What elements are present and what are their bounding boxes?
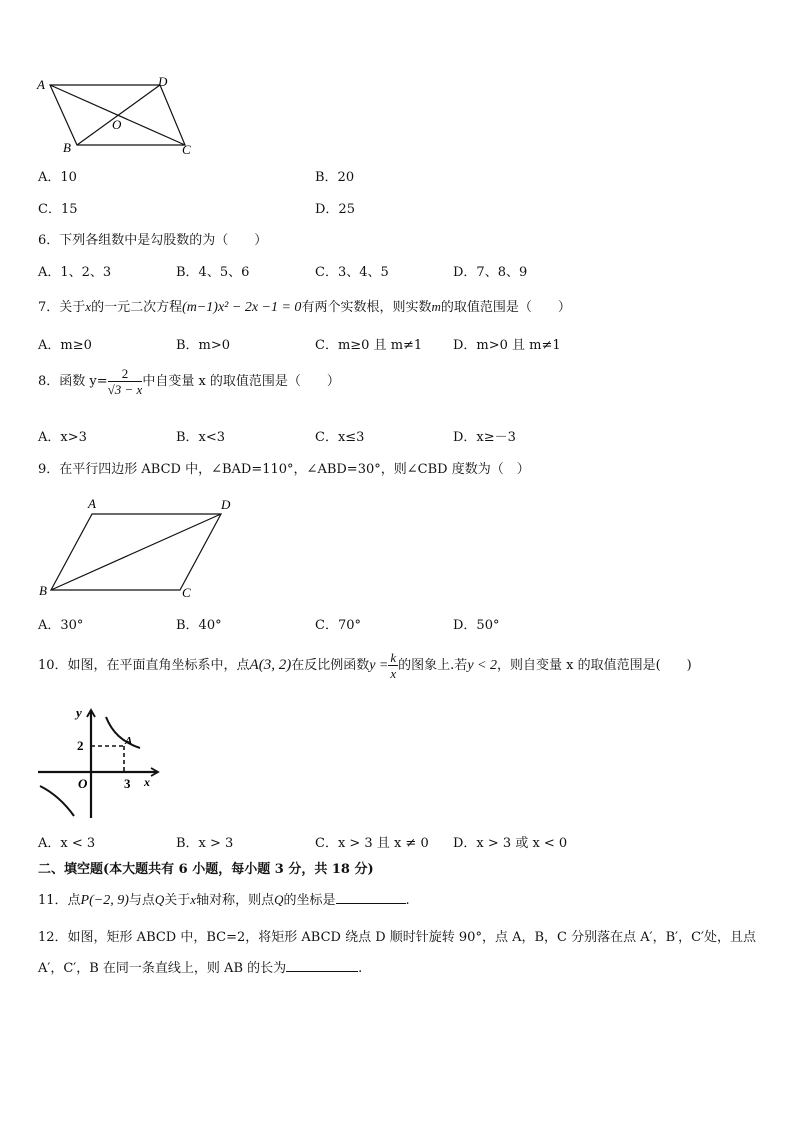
q6-stem: 6．下列各组数中是勾股数的为（ ） [38,233,268,248]
q8-text-1: 8．函数 y= [38,374,108,389]
q9-option-a[interactable]: A．30° [38,618,84,633]
q10-condition: y < 2 [467,658,497,673]
q11-text-3: 关于 [164,893,191,908]
q8-frac-num: 2 [108,366,143,382]
label-d: D [158,74,168,89]
q7-option-c[interactable]: C．m≥0 且 m≠1 [315,338,423,353]
q9-option-c[interactable]: C．70° [315,618,361,633]
q7-option-b[interactable]: B．m>0 [176,338,231,353]
label-b: B [39,583,47,598]
q11-point-q-2: Q [274,892,284,907]
q7-var-m: m [431,299,441,314]
q11-text-2: 与点 [128,893,155,908]
q11-period: . [405,893,410,908]
label-origin: O [78,776,88,791]
q11-answer-blank[interactable] [336,902,406,904]
hyperbola-branch-lower [40,786,74,816]
q6-option-a[interactable]: A．1、2、3 [38,265,112,280]
q11-point-p: P(−2, 9) [80,893,129,908]
q10-hyperbola-graph [36,702,166,820]
label-b: B [63,140,71,155]
q5-option-b[interactable]: B．20 [315,170,355,185]
q6-option-b[interactable]: B．4、5、6 [176,265,250,280]
q8-frac-den: √3 − x [107,382,143,397]
q10-option-d[interactable]: D．x > 3 或 x < 0 [453,836,568,851]
q11-point-q: Q [154,892,165,907]
label-y: y [76,705,82,720]
q8-option-d[interactable]: D．x≥－3 [453,430,516,445]
q9-option-b[interactable]: B．40° [176,618,222,633]
q10-fraction [388,650,398,681]
q12-text: A′，C′，B 在同一条直线上，则 AB 的长为 [38,961,287,976]
section-2-title: 二、填空题(本大题共有 6 小题，每小题 3 分，共 18 分) [38,862,374,877]
q7-text-3: 有两个实数根，则实数 [301,300,432,315]
label-3: 3 [124,776,131,791]
q7-text-2: 的一元二次方程 [91,300,183,315]
q10-func-lhs: y = [369,658,389,673]
q8-option-b[interactable]: B．x<3 [176,430,226,445]
q10-text-1: 10．如图，在平面直角坐标系中，点 [38,658,250,673]
label-d: D [221,497,231,512]
label-point-a: A [125,735,133,747]
q10-stem [38,650,692,681]
label-2: 2 [77,738,84,753]
label-c: C [182,585,191,600]
q10-text-3: 的图象上.若 [398,658,468,673]
q11-axis: x [190,892,197,907]
label-a: A [88,496,96,511]
q7-text-4: 的取值范围是（ ） [440,300,571,315]
label-c: C [182,142,191,157]
q7-var-x: x [85,299,92,314]
q10-point-a: A(3, 2) [249,657,292,673]
q8-option-c[interactable]: C．x≤3 [315,430,365,445]
q11-text-5: 的坐标是 [283,893,336,908]
q12-line-2 [38,957,362,976]
q10-option-c[interactable]: C．x > 3 且 x ≠ 0 [315,836,429,851]
q8-text-2: 中自变量 x 的取值范围是（ ） [142,374,340,389]
q12-line-1: 12．如图，矩形 ABCD 中，BC=2，将矩形 ABCD 绕点 D 顺时针旋转 90°，点 A，B，C 分别落在点 A′，B′，C′处，且点 [38,930,756,945]
q10-option-b[interactable]: B．x > 3 [176,836,234,851]
q10-frac-num: k [390,650,397,665]
q9-stem: 9．在平行四边形 ABCD 中，∠BAD=110°，∠ABD=30°，则∠CBD 度数为（ ） [38,462,530,477]
q12-answer-blank[interactable] [286,970,358,972]
q6-option-c[interactable]: C．3、4、5 [315,265,389,280]
label-x: x [144,775,150,789]
q7-equation: (m−1)x² − 2x −1 = 0 [182,300,302,315]
q11-text-1: 11．点 [38,893,81,908]
q10-text-4: ，则自变量 x 的取值范围是( ) [496,658,692,673]
label-o: O [112,117,122,132]
q6-option-d[interactable]: D．7、8、9 [453,265,528,280]
q12-period: . [358,961,363,976]
q11-stem [38,889,410,909]
q10-frac-den: x [390,666,397,681]
q7-option-a[interactable]: A．m≥0 [38,338,92,353]
q11-text-4: 轴对称，则点 [196,893,275,908]
label-a: A [37,77,45,92]
hyperbola-branch-upper [106,717,140,748]
q10-option-a[interactable]: A．x < 3 [38,836,96,851]
q10-text-2: 在反比例函数 [291,658,370,673]
q7-text-1: 7．关于 [38,300,86,315]
q5-option-c[interactable]: C．15 [38,202,78,217]
parallelogram-diagram-2 [30,492,245,604]
q5-option-a[interactable]: A．10 [38,170,77,185]
diagonal-bd [51,514,221,590]
q8-option-a[interactable]: A．x>3 [38,430,87,445]
q8-stem [38,366,340,397]
q9-option-d[interactable]: D．50° [453,618,500,633]
q5-option-d[interactable]: D．25 [315,202,355,217]
diagonal-bd [77,85,160,145]
q7-option-d[interactable]: D．m>0 且 m≠1 [453,338,561,353]
q7-stem [38,296,571,316]
q8-fraction [108,366,143,397]
parallelogram-diagram-1 [30,72,205,160]
